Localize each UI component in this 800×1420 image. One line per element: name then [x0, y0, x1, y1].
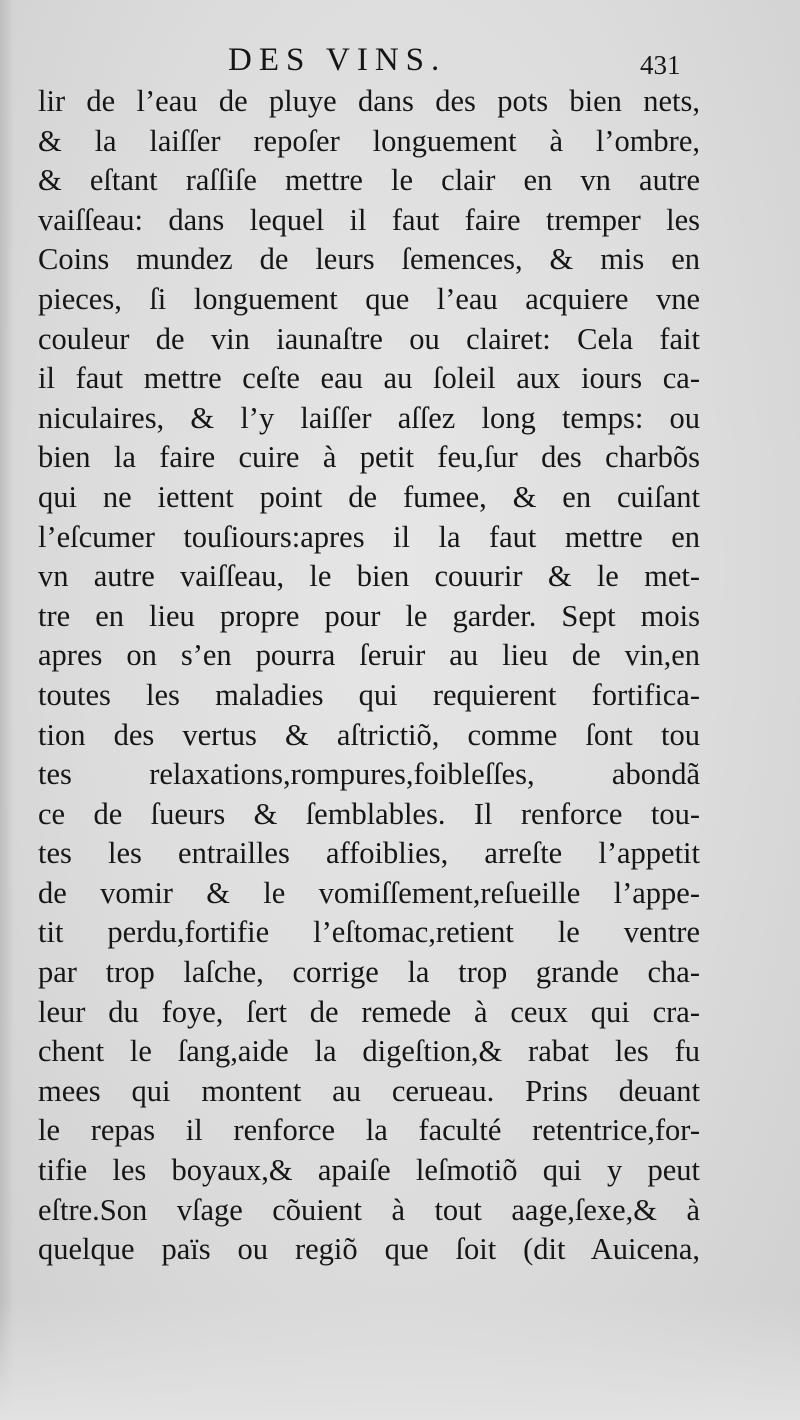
text-line: bien la faire cuire à petit feu,ſur des charbõs — [38, 440, 700, 475]
text-line: ce de ſueurs & ſemblables. Il renforce tou- — [38, 796, 700, 831]
text-line: mees qui montent au cerueau. Prins deuant — [38, 1073, 700, 1108]
text-line: pieces, ſi longuement que l’eau acquiere vne — [38, 281, 700, 316]
text-line: lir de l’eau de pluye dans des pots bien nets, — [38, 84, 700, 118]
text-line: tifie les boyaux,& apaiſe leſmotiõ qui y peut — [38, 1153, 700, 1188]
text-line: il faut mettre ceſte eau au ſoleil aux iours ca- — [38, 361, 700, 396]
text-line: toutes les maladies qui requierent fortifica- — [38, 677, 700, 712]
text-line: par trop laſche, corrige la trop grande cha- — [38, 955, 700, 990]
text-line: tes les entrailles affoiblies, arreſte l’appetit — [38, 836, 700, 871]
text-line: tes relaxations,rompures,foibleſſes, abondã — [38, 757, 700, 792]
text-line: tre en lieu propre pour le garder. Sept mois — [38, 598, 700, 633]
text-line: tit perdu,fortifie l’eſtomac,retient le ventre — [38, 915, 700, 950]
text-line: eſtre.Son vſage cõuient à tout aage,ſexe,& à — [38, 1192, 700, 1227]
text-line: quelque païs ou regiõ que ſoit (dit Auicena, — [38, 1232, 700, 1267]
running-head — [0, 40, 800, 80]
text-line: vn autre vaiſſeau, le bien couurir & le met- — [38, 559, 700, 594]
text-line: Coins mundez de leurs ſemences, & mis en — [38, 242, 700, 277]
page-bottom-margin — [0, 1300, 800, 1420]
text-line: qui ne iettent point de fumee, & en cuiſant — [38, 479, 700, 514]
text-line: tion des vertus & aſtrictiõ, comme ſont tou — [38, 717, 700, 752]
text-line: & eſtant raſſiſe mettre le clair en vn autre — [38, 163, 700, 198]
text-line: & la laiſſer repoſer longuement à l’ombre, — [38, 123, 700, 158]
text-line: chent le ſang,aide la digeſtion,& rabat les fu — [38, 1034, 700, 1069]
text-line: niculaires, & l’y laiſſer aſſez long temps: ou — [38, 400, 700, 435]
text-line: le repas il renforce la faculté retentrice,for- — [38, 1113, 700, 1148]
text-line: l’eſcumer touſiours:apres il la faut mettre en — [38, 519, 700, 554]
text-line: leur du foye, ſert de remede à ceux qui cra- — [38, 994, 700, 1029]
body-text — [38, 82, 700, 1270]
running-title: DES VINS. — [228, 42, 447, 78]
text-line: apres on s’en pourra ſeruir au lieu de vin,en — [38, 638, 700, 673]
text-line: de vomir & le vomiſſement,reſueille l’appe- — [38, 875, 700, 910]
text-line: vaiſſeau: dans lequel il faut faire tremper les — [38, 202, 700, 237]
text-line: couleur de vin iaunaſtre ou clairet: Cela fait — [38, 321, 700, 356]
page-edge-shadow — [0, 0, 14, 1420]
page-number: 431 — [640, 50, 681, 80]
